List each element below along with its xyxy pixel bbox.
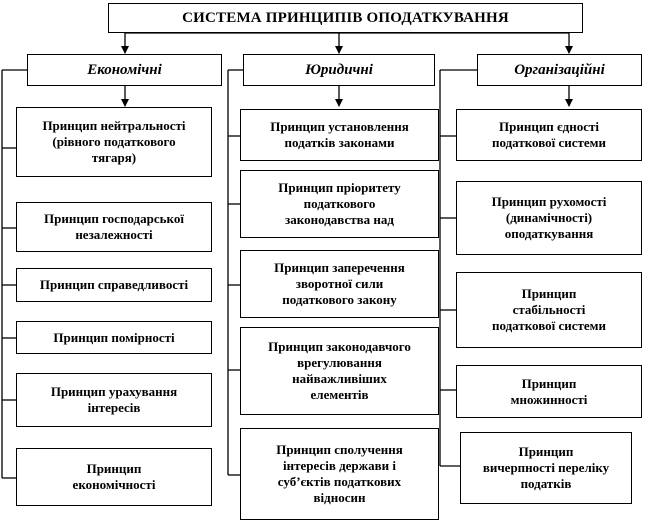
column-header-economic: Економічні bbox=[27, 54, 222, 86]
principle-non-retroactivity: Принцип заперечення зворотної сили податкового закону bbox=[240, 250, 439, 318]
principle-fairness: Принцип справедливості bbox=[16, 268, 212, 302]
principle-tax-system-unity: Принцип єдності податкової системи bbox=[456, 109, 642, 161]
principle-legislative-regulation: Принцип законодавчого врегулювання найважливіших елементів bbox=[240, 327, 439, 415]
column-header-organizational: Організаційні bbox=[477, 54, 642, 86]
diagram-title: СИСТЕМА ПРИНЦИПІВ ОПОДАТКУВАННЯ bbox=[108, 3, 583, 33]
principle-taxes-by-law: Принцип установлення податків законами bbox=[240, 109, 439, 161]
principle-economic-independence: Принцип господарської незалежності bbox=[16, 202, 212, 252]
principle-interests-consideration: Принцип урахування інтересів bbox=[16, 373, 212, 427]
column-header-legal: Юридичні bbox=[243, 54, 435, 86]
principle-economy: Принцип економічності bbox=[16, 448, 212, 506]
principle-exhaustive-list: Принцип вичерпності переліку податків bbox=[460, 432, 632, 504]
principle-neutrality: Принцип нейтральності (рівного податкового тягаря) bbox=[16, 107, 212, 177]
principle-mobility: Принцип рухомості (динамічності) оподаткування bbox=[456, 181, 642, 255]
principle-plurality: Принцип множинності bbox=[456, 365, 642, 418]
principle-legislation-priority: Принцип пріоритету податкового законодавства над bbox=[240, 170, 439, 238]
principle-interests-combination: Принцип сполучення інтересів держави і суб’єктів податкових відносин bbox=[240, 428, 439, 520]
principle-moderation: Принцип помірності bbox=[16, 321, 212, 354]
principle-stability: Принцип стабільності податкової системи bbox=[456, 272, 642, 348]
